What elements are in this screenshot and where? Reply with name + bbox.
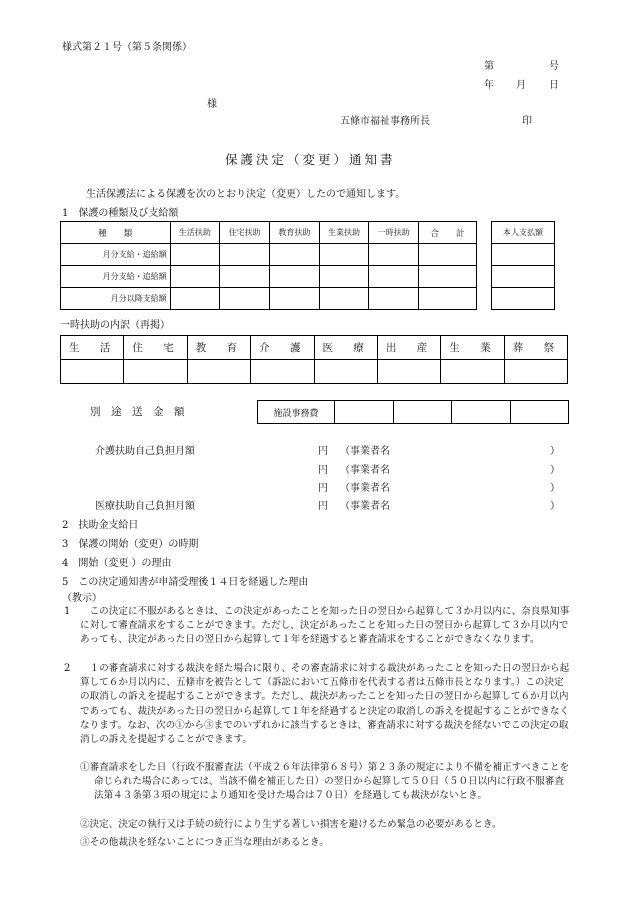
addressee-suffix: 様 bbox=[207, 99, 217, 110]
table-cell[interactable] bbox=[369, 288, 419, 310]
condition-1: ①審査請求をした日（行政不服審査法（平成２６年法律第６８号）第２３条の規定により不備を補正すべきことを命じられた場合にあっては、当該不備を補正した日）の翌日から起算して５０日（５０日以内に行政不服審査法第４３条第３項の規定により通知を受けた場合は７０日）を経過しても裁決がないとき。 bbox=[80, 762, 570, 802]
table-header: 生業扶助 bbox=[319, 222, 369, 244]
table-row bbox=[492, 288, 555, 310]
table-header: 種 類 bbox=[61, 222, 171, 244]
table-cell[interactable] bbox=[220, 266, 270, 288]
table-cell[interactable] bbox=[377, 360, 440, 384]
table-cell[interactable] bbox=[269, 288, 319, 310]
number-label-prefix: 第 bbox=[484, 61, 494, 72]
temp-aid-table bbox=[60, 335, 568, 384]
item-payment-date: 2 扶助金支給日 bbox=[62, 520, 139, 531]
row-label: 月分以降支給額 bbox=[61, 288, 171, 310]
self-pay-table bbox=[491, 221, 555, 310]
temp-aid-heading: 一時扶助の内訳（再掲） bbox=[60, 320, 170, 331]
seal-mark: 印 bbox=[522, 116, 532, 127]
table-header: 医 療 bbox=[314, 336, 377, 360]
table-cell[interactable] bbox=[314, 360, 377, 384]
table-row bbox=[492, 244, 555, 266]
table-row bbox=[61, 222, 477, 244]
table-cell[interactable] bbox=[170, 288, 220, 310]
table-cell[interactable] bbox=[492, 266, 555, 288]
table-header: 教育扶助 bbox=[269, 222, 319, 244]
care-copay-label: 介護扶助自己負担月額 bbox=[95, 446, 195, 457]
table-header: 葬 祭 bbox=[504, 336, 567, 360]
table-row bbox=[61, 336, 568, 360]
table-cell[interactable] bbox=[124, 360, 187, 384]
table-cell[interactable] bbox=[393, 401, 452, 424]
table-cell[interactable] bbox=[492, 288, 555, 310]
table-header: 介 護 bbox=[251, 336, 314, 360]
facility-table bbox=[257, 400, 569, 424]
yen-unit: 円 bbox=[318, 446, 328, 457]
yen-unit: 円 bbox=[318, 501, 328, 512]
table-row bbox=[258, 401, 569, 424]
table-cell[interactable] bbox=[335, 401, 394, 424]
date-month: 月 bbox=[516, 80, 526, 91]
table-row bbox=[61, 288, 477, 310]
close-paren: ） bbox=[550, 446, 560, 457]
table-cell[interactable] bbox=[269, 266, 319, 288]
number-label-suffix: 号 bbox=[549, 61, 559, 72]
notice-2-number: 2 bbox=[64, 663, 71, 674]
table-cell[interactable] bbox=[220, 288, 270, 310]
table-cell[interactable] bbox=[504, 360, 567, 384]
notice-2-text: １の審査請求に対する裁決を経た場合に限り、その審査請求に対する裁決があったことを知った日の翌日から起算して６か月以内に、五條市を被告として（訴訟において五條市を代表する者は五條市長となります。）この決定の取消しの訴えを提起することができます。ただし、裁決があったことを知った日の翌日から起算して６か月以内であっても、裁決があった日の翌日から起算して１年を経過すると決定の取消しの訴えを提起することができなくなります。なお、次の①から③までのいずれかに該当するときは、審査請求に対する裁決を経ないでこの決定の取消しの訴えを提起することができます。 bbox=[80, 663, 570, 746]
table-row bbox=[492, 266, 555, 288]
table-cell[interactable] bbox=[419, 244, 477, 266]
condition-3: ③その他裁決を経ないことにつき正当な理由があるとき。 bbox=[80, 837, 329, 848]
close-paren: ） bbox=[550, 483, 560, 494]
table-row bbox=[61, 360, 568, 384]
notice-1-number: 1 bbox=[64, 606, 71, 617]
table-cell[interactable] bbox=[251, 360, 314, 384]
table-row bbox=[61, 266, 477, 288]
provider-label: （事業者名 bbox=[340, 483, 390, 494]
section-1-heading: 1 保護の種類及び支給額 bbox=[62, 208, 179, 219]
row-label: 月分支給・追給額 bbox=[61, 244, 171, 266]
item-reason: 4 開始（変更 ）の理由 bbox=[62, 558, 172, 569]
date-year: 年 bbox=[484, 80, 494, 91]
table-row bbox=[61, 244, 477, 266]
close-paren: ） bbox=[550, 501, 560, 512]
table-cell[interactable] bbox=[369, 266, 419, 288]
close-paren: ） bbox=[550, 465, 560, 476]
page-title: 保護決定（変更）通知書 bbox=[225, 152, 396, 167]
table-cell[interactable] bbox=[419, 266, 477, 288]
table-header: 生活扶助 bbox=[170, 222, 220, 244]
facility-label: 施設事務費 bbox=[258, 401, 335, 424]
table-cell[interactable] bbox=[319, 244, 369, 266]
table-cell[interactable] bbox=[170, 244, 220, 266]
benefit-table bbox=[60, 221, 477, 310]
condition-2: ②決定、決定の執行又は手続の続行により生ずる著しい損害を避けるため緊急の必要があるとき。 bbox=[80, 819, 502, 830]
table-cell[interactable] bbox=[170, 266, 220, 288]
table-cell[interactable] bbox=[61, 360, 124, 384]
table-cell[interactable] bbox=[441, 360, 504, 384]
yen-unit: 円 bbox=[318, 483, 328, 494]
table-cell[interactable] bbox=[452, 401, 511, 424]
intro-text: 生活保護法による保護を次のとおり決定（変更）したので通知します。 bbox=[86, 189, 406, 200]
table-header: 一時扶助 bbox=[369, 222, 419, 244]
table-cell[interactable] bbox=[492, 244, 555, 266]
table-cell[interactable] bbox=[319, 266, 369, 288]
table-header: 合 計 bbox=[419, 222, 477, 244]
table-header: 本人支払額 bbox=[492, 222, 555, 244]
item-delay-reason: 5 この決定通知書が申請受理後１４日を経過した理由 bbox=[62, 577, 309, 588]
separate-amount-label: 別 途 送 金 額 bbox=[90, 406, 185, 418]
yen-unit: 円 bbox=[318, 465, 328, 476]
sender-name: 五條市福祉事務所長 bbox=[340, 116, 430, 127]
table-cell[interactable] bbox=[187, 360, 250, 384]
provider-label: （事業者名 bbox=[340, 446, 390, 457]
row-label: 月分支給・追給額 bbox=[61, 266, 171, 288]
table-cell[interactable] bbox=[369, 244, 419, 266]
form-number: 様式第２１号（第５条関係） bbox=[62, 42, 192, 53]
provider-label: （事業者名 bbox=[340, 501, 390, 512]
date-day: 日 bbox=[549, 80, 559, 91]
table-cell[interactable] bbox=[419, 288, 477, 310]
table-header: 生 業 bbox=[441, 336, 504, 360]
table-header: 住宅扶助 bbox=[220, 222, 270, 244]
table-cell[interactable] bbox=[220, 244, 270, 266]
table-header: 出 産 bbox=[377, 336, 440, 360]
table-row bbox=[492, 222, 555, 244]
table-header: 教 育 bbox=[187, 336, 250, 360]
table-header: 住 宅 bbox=[124, 336, 187, 360]
item-start-date: 3 保護の開始（変更）の時期 bbox=[62, 539, 199, 550]
provider-label: （事業者名 bbox=[340, 465, 390, 476]
table-header: 生 活 bbox=[61, 336, 124, 360]
table-cell[interactable] bbox=[510, 401, 569, 424]
table-cell[interactable] bbox=[319, 288, 369, 310]
table-cell[interactable] bbox=[269, 244, 319, 266]
notice-header: （教示） bbox=[62, 593, 102, 604]
medical-copay-label: 医療扶助自己負担月額 bbox=[95, 501, 195, 512]
notice-1-text: この決定に不服があるときは、この決定があったことを知った日の翌日から起算して３か月以内に、奈良県知事に対して審査請求をすることができます。ただし、決定があったことを知った日の翌日から起算して３か月以内であっても、決定があった日の翌日から起算して１年を経過すると審査請求をすることができなくなります。 bbox=[80, 606, 570, 646]
